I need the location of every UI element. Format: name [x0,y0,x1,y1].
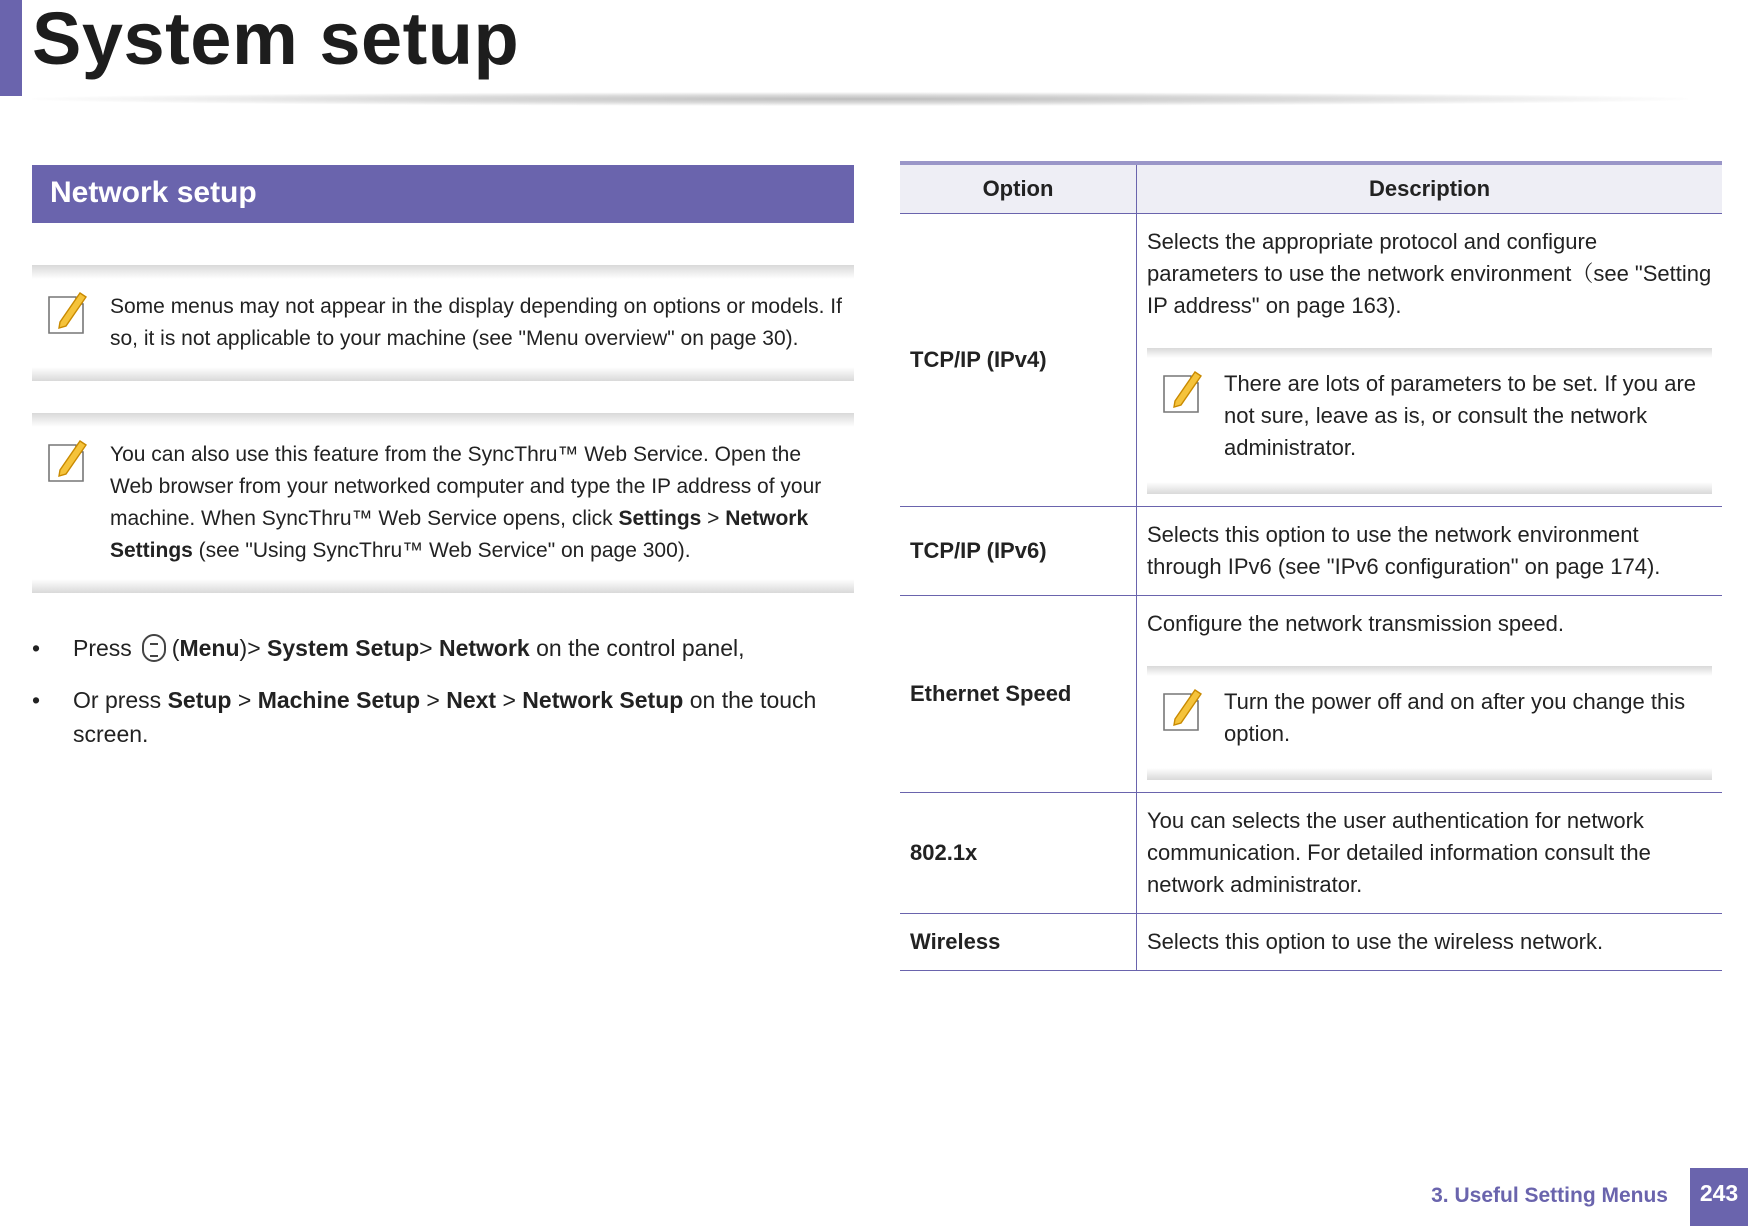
description-text: Selects this option to use the wireless network. [1147,929,1604,954]
note-box [1147,666,1712,780]
table-row [900,507,1722,596]
press-label: Press [73,635,132,661]
machine-setup-label: Machine Setup [257,687,420,713]
steps-list [32,631,854,751]
description-text: Selects this option to use the network environment through IPv6 (see "IPv6 configuration" on page 174). [1147,522,1661,579]
setup-label: Setup [167,687,232,713]
step-tail: on the control panel, [529,635,745,661]
path-separator: > [419,635,439,661]
table-row [900,596,1722,793]
note-box-menus [32,265,854,381]
settings-label: Settings [618,507,702,530]
option-cell: Wireless [900,914,1137,971]
table-header-row [900,163,1722,214]
menu-button-icon [142,634,166,662]
table-row [900,914,1722,971]
network-settings-label: Network Settings [110,507,809,562]
description-cell [1137,914,1723,971]
option-cell: 802.1x [900,793,1137,914]
note-text: Turn the power off and on after you change this option. [1224,689,1686,746]
table-row [900,214,1722,507]
title-divider [32,92,1688,106]
or-press-label: Or press [73,687,168,713]
step-control-panel [32,631,854,665]
note-text: You can also use this feature from the SyncThru™ Web Service. Open the Web browser from your networked computer and type the IP address of your machine. When SyncThru™ Web Service opens, click [110,443,822,530]
path-separator: > [701,507,726,530]
description-text: Selects the appropriate protocol and configure parameters to use the network environment（see "Setting IP address" on page 163). [1147,229,1712,318]
description-text: Configure the network transmission speed. [1147,611,1564,636]
column-header-option: Option [900,163,1137,214]
note-pencil-icon [1161,368,1205,416]
path-separator: > [496,687,523,713]
paren-close: )> [239,635,268,661]
next-label: Next [446,687,497,713]
step-tail: on the touch screen. [73,687,817,747]
option-cell: TCP/IP (IPv6) [900,507,1137,596]
menu-label: Menu [179,635,240,661]
page-title: System setup [32,0,520,80]
description-cell [1137,214,1723,507]
note-box [1147,348,1712,494]
note-pencil-icon [46,289,90,337]
note-pencil-icon [46,437,90,485]
network-setup-label: Network Setup [522,687,684,713]
options-table [900,161,1722,971]
path-separator: > [231,687,258,713]
description-cell [1137,507,1723,596]
step-touch-screen [32,683,854,751]
chapter-label: 3. Useful Setting Menus [1431,1184,1668,1207]
option-cell: TCP/IP (IPv4) [900,214,1137,507]
note-pencil-icon [1161,686,1205,734]
column-header-description: Description [1137,163,1723,214]
network-label: Network [438,635,530,661]
note-text-tail: (see "Using SyncThru™ Web Service" on page 300). [192,539,691,562]
section-heading: Network setup [32,165,854,223]
left-column [32,165,854,769]
description-cell [1137,596,1723,793]
note-box-syncthru [32,413,854,593]
page-number: 243 [1690,1168,1748,1226]
paren-open: ( [171,635,180,661]
option-cell: Ethernet Speed [900,596,1137,793]
note-text: Some menus may not appear in the display depending on options or models. If so, it is not applicable to your machine (see "Menu overview" on page 30). [110,295,842,350]
system-setup-label: System Setup [267,635,420,661]
header-accent-bar [0,0,22,96]
note-text: There are lots of parameters to be set. If you are not sure, leave as is, or consult the network administrator. [1224,371,1697,460]
description-cell [1137,793,1723,914]
right-column [900,161,1722,971]
table-row [900,793,1722,914]
path-separator: > [420,687,447,713]
description-text: You can selects the user authentication for network communication. For detailed information consult the network administrator. [1147,808,1651,897]
